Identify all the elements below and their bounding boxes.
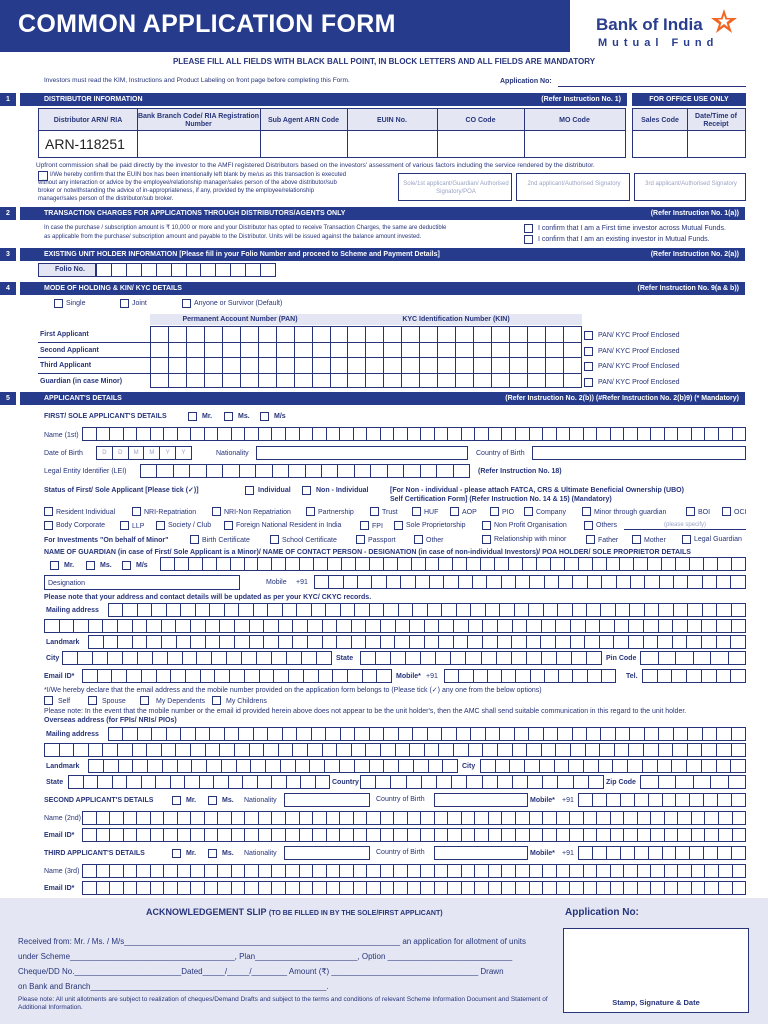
minor-passport: Passport (368, 537, 396, 544)
proof-third-label: PAN/ KYC Proof Enclosed (598, 363, 680, 370)
second-mobile-label: Mobile* (530, 797, 555, 804)
minor-passport-checkbox[interactable] (356, 535, 365, 544)
euin-declaration-3: broker or notwithstanding the advice of in-appropriateness, if any, provided by the employee/relationship (38, 188, 315, 194)
guardian-name-input[interactable] (160, 557, 746, 571)
euin-declaration-2: without any interaction or advice by the employee/relationship manager/sales person of the above distributor/sub (38, 180, 337, 186)
application-no-label: Application No: (500, 78, 552, 85)
mobile-prefix-2: +91 (426, 673, 438, 680)
email3-input[interactable] (82, 881, 746, 895)
status-oci: OCI (734, 509, 747, 516)
minor-school-checkbox[interactable] (270, 535, 279, 544)
existing-investor-label: I confirm that I am an existing investor in Mutual Funds. (538, 236, 710, 243)
g-title-mr-checkbox[interactable] (50, 561, 59, 570)
proof-guardian-label: PAN/ KYC Proof Enclosed (598, 379, 680, 386)
tel-input[interactable] (642, 669, 746, 683)
minor-birth: Birth Certificate (202, 537, 250, 544)
overseas-line-1[interactable] (108, 727, 746, 741)
section-number: 1 (0, 93, 16, 106)
third-nationality-label: Nationality (244, 850, 277, 857)
proof-second-label: PAN/ KYC Proof Enclosed (598, 348, 680, 355)
first-time-investor-checkbox[interactable] (524, 224, 533, 233)
email-label: Email ID* (44, 673, 75, 680)
arn-value[interactable]: ARN-118251 (45, 136, 125, 152)
g-title-ms2-checkbox[interactable] (122, 561, 131, 570)
second-mr-checkbox[interactable] (172, 796, 181, 805)
charges-text-1: In case the purchase / subscription amount is ₹ 10,000 or more and your Distributor has opted to receive Transaction Charges, the same are deductible (44, 225, 447, 231)
second-mr: Mr. (186, 797, 197, 804)
rel-mother: Mother (644, 537, 666, 544)
decl-childrens: My Childrens (226, 698, 267, 705)
overseas-state-label: State (46, 779, 64, 786)
third-mobile-prefix: +91 (562, 850, 574, 857)
folio-label: Folio No. (38, 263, 96, 277)
mobile-prefix: +91 (296, 579, 308, 586)
status-nri-rep: NRI-Repatriation (144, 509, 197, 516)
status-sole-prop: Sole Proprietorship (406, 522, 466, 529)
signature-box-1[interactable] (398, 173, 512, 201)
status-nri-nonrep-checkbox[interactable] (212, 507, 221, 516)
title-ms2-label: M/s (274, 413, 286, 420)
status-aop: AOP (462, 509, 477, 516)
rel-father: Father (598, 537, 619, 544)
section-number: 3 (0, 248, 16, 261)
ack-line-4[interactable]: on Bank and Branch_____________________________________________________. (18, 982, 329, 991)
landmark-label: Landmark (46, 639, 80, 646)
g-title-ms2: M/s (136, 562, 148, 569)
proof-third-checkbox[interactable] (584, 362, 593, 371)
fatca-note-1: [For Non - individual - please attach FATCA, CRS & Ultimate Beneficial Ownership (UBO) (390, 487, 684, 494)
third-ms-checkbox[interactable] (208, 849, 217, 858)
mailing-line-1[interactable] (108, 603, 746, 617)
overseas-country-input[interactable] (360, 775, 604, 789)
mobile-input[interactable] (444, 669, 616, 683)
title-mr-checkbox[interactable] (188, 412, 197, 421)
section-ref: (Refer Instruction No. 1) (541, 96, 621, 103)
third-mobile-label: Mobile* (530, 850, 555, 857)
status-fpi-checkbox[interactable] (360, 521, 369, 530)
email-declaration: *I/We hereby declare that the email address and the mobile number provided on the application form belongs to (Please tick (✓) any one from the below options) (44, 687, 542, 694)
folio-input[interactable] (96, 263, 276, 277)
second-mobile-prefix: +91 (562, 797, 574, 804)
status-minor: Minor through guardian (594, 509, 667, 516)
euin-declaration-4: manager/sales person of the distributor/sub broker. (38, 196, 174, 202)
mode-single-label: Single (66, 300, 86, 307)
name3-input[interactable] (82, 864, 746, 878)
g-title-ms: Ms. (100, 562, 112, 569)
section-ref: (Refer Instruction No. 2(a)) (650, 251, 739, 258)
status-fpi: FPI (372, 523, 383, 530)
first-time-investor-label: I confirm that I am a First time investor across Mutual Funds. (538, 225, 726, 232)
office-use-bar: FOR OFFICE USE ONLY (632, 93, 746, 106)
status-society: Society / Club (168, 522, 212, 529)
name3-label: Name (3rd) (44, 868, 80, 875)
bank-subtitle: Mutual Fund (598, 37, 719, 49)
overseas-landmark-label: Landmark (46, 763, 80, 770)
others-specify-input[interactable]: (please specify) (624, 522, 746, 530)
state-label: State (336, 655, 354, 662)
email2-label: Email ID* (44, 832, 75, 839)
proof-first-label: PAN/ KYC Proof Enclosed (598, 332, 680, 339)
decl-self: Self (58, 698, 71, 705)
status-pio: PIO (502, 509, 515, 516)
overseas-line-2[interactable] (44, 743, 746, 757)
mobile-label: Mobile (266, 579, 287, 586)
designation-label: Designation (48, 580, 85, 587)
city-input[interactable] (62, 651, 332, 665)
mobile-star-label: Mobile* (396, 673, 421, 680)
state-input[interactable] (360, 651, 602, 665)
dob-m2: M (144, 447, 160, 459)
decl-dependents-checkbox[interactable] (140, 696, 149, 705)
section-title: APPLICANT'S DETAILS (44, 395, 122, 402)
dob-label: Date of Birth (44, 450, 83, 457)
third-country-birth-label: Country of Birth (376, 849, 425, 856)
decl-dependents: My Dependents (156, 698, 206, 705)
status-foreign-checkbox[interactable] (224, 521, 233, 530)
status-others: Others (596, 522, 618, 529)
status-foreign: Foreign National Resident in India (236, 522, 342, 529)
decl-spouse: Spouse (102, 698, 126, 705)
city-label: City (46, 655, 60, 662)
col-co-code: CO Code (465, 117, 496, 124)
second-applicant-heading: SECOND APPLICANT'S DETAILS (44, 797, 154, 804)
overseas-landmark-input[interactable] (88, 759, 458, 773)
individual-label: Individual (258, 487, 291, 494)
section-title: MODE OF HOLDING & KIN/ KYC DETAILS (44, 285, 182, 292)
decl-spouse-checkbox[interactable] (88, 696, 97, 705)
status-boi: BOI (698, 509, 711, 516)
status-label: Status of First/ Sole Applicant [Please tick (✓)] (44, 487, 199, 494)
second-country-birth-input[interactable] (434, 793, 528, 807)
status-minor-checkbox[interactable] (582, 507, 591, 516)
ack-line-3[interactable]: Cheque/DD No.________________________Dated_____/_____/________ Amount (₹) _________________________________ Drawn (18, 967, 504, 976)
minor-other-checkbox[interactable] (414, 535, 423, 544)
minor-label: For Investments "On behalf of Minor" (44, 537, 169, 544)
col-mo-code: MO Code (559, 117, 590, 124)
name1-input[interactable] (82, 427, 746, 441)
col-sales-code: Sales Code (641, 117, 679, 124)
address-note: Please note that your address and contact details will be updated as per your KYC/ CKYC records. (44, 594, 372, 601)
ack-line-2[interactable]: under Scheme_____________________________________, Plan_______________________, Option ____________________________ (18, 952, 513, 961)
decl-self-checkbox[interactable] (44, 696, 53, 705)
status-society-checkbox[interactable] (156, 521, 165, 530)
second-ms-checkbox[interactable] (208, 796, 217, 805)
stamp-label: Stamp, Signature & Date (612, 997, 700, 1007)
dob-y2: Y (176, 447, 192, 459)
section-title: EXISTING UNIT HOLDER INFORMATION [Please fill in your Folio Number and proceed to Scheme and Payment Details] (44, 251, 440, 258)
overseas-mailing-label: Mailing address (46, 731, 99, 738)
bank-logo (590, 6, 760, 52)
row-second-applicant: Second Applicant (40, 347, 99, 354)
existing-investor-checkbox[interactable] (524, 235, 533, 244)
status-resident: Resident Individual (56, 509, 116, 516)
second-nationality-label: Nationality (244, 797, 277, 804)
section-4-bar (6, 282, 745, 295)
dob-input[interactable] (96, 446, 192, 460)
row-first-applicant: First Applicant (40, 331, 89, 338)
stamp-box[interactable] (563, 928, 749, 1013)
section-3-bar (6, 248, 745, 261)
col-sub-agent-arn: Sub Agent ARN Code (267, 117, 340, 124)
section-5-bar (6, 392, 745, 405)
row-third-applicant: Third Applicant (40, 362, 92, 369)
mandatory-instruction: PLEASE FILL ALL FIELDS WITH BLACK BALL POINT, IN BLOCK LETTERS AND ALL FIELDS ARE MANDATORY (172, 57, 596, 66)
g-title-ms-checkbox[interactable] (86, 561, 95, 570)
decl-childrens-checkbox[interactable] (212, 696, 221, 705)
ack-title (146, 908, 443, 917)
upfront-note: Upfront commission shall be paid directly by the investor to the AMFI registered Distributors based on the investors' assessment of various factors including the service rendered by the distributor. (36, 162, 595, 169)
nationality-label: Nationality (216, 450, 249, 457)
proof-guardian-checkbox[interactable] (584, 378, 593, 387)
pin-label: Pin Code (606, 655, 637, 662)
email2-input[interactable] (82, 828, 746, 842)
investor-note: Investors must read the KIM, Instructions and Product Labeling on front page before completing this Form. (44, 77, 350, 84)
guardian-mobile-input[interactable] (314, 575, 746, 589)
status-company: Company (536, 509, 566, 516)
designation-input[interactable] (44, 575, 240, 590)
form-title: COMMON APPLICATION FORM (18, 10, 396, 38)
zip-input[interactable] (640, 775, 746, 789)
minor-school: School Certificate (282, 537, 337, 544)
email3-label: Email ID* (44, 885, 75, 892)
status-body-corp-checkbox[interactable] (44, 521, 53, 530)
guardian-heading: NAME OF GUARDIAN (in case of First/ Sole Applicant is a Minor)/ NAME OF CONTACT PERSON - DESIGNATION (in case of non-individual Investors)/ POA HOLDER/ SOLE PROPRIETOR DETAILS (44, 549, 691, 556)
ack-app-no-label: Application No: (565, 907, 639, 918)
sig-label-3: 3rd applicant/Authorised Signatory (645, 181, 737, 187)
section-2-bar (6, 207, 745, 220)
mode-anyone-label: Anyone or Survivor (Default) (194, 300, 283, 307)
g-title-mr: Mr. (64, 562, 75, 569)
third-country-birth-input[interactable] (434, 846, 528, 860)
dob-m1: M (129, 447, 145, 459)
charges-text-2: as applicable from the purchase/ subscription amount and payable to the Distributor. Units will be issued against the balance amount invested. (44, 234, 422, 240)
dob-d2: D (113, 447, 129, 459)
title-ms2-checkbox[interactable] (260, 412, 269, 421)
section-number: 2 (0, 207, 16, 220)
col-distributor-arn: Distributor ARN/ RIA (53, 117, 123, 124)
lei-label: Legal Entity Identifier (LEI) (44, 468, 127, 475)
first-applicant-heading: FIRST/ SOLE APPLICANT'S DETAILS (44, 413, 167, 420)
section-ref: (Refer Instruction No. 1(a)) (650, 210, 739, 217)
second-nationality-input[interactable] (284, 793, 370, 807)
third-mr-checkbox[interactable] (172, 849, 181, 858)
mode-joint-label: Joint (132, 300, 147, 307)
fatca-note-2: Self Certification Form] (Refer Instruction No. 14 & 15) (Mandatory) (390, 496, 612, 503)
lei-input[interactable] (140, 464, 470, 478)
euin-declaration-1: I/We hereby confirm that the EUIN box has been intentionally left blank by me/us as this transaction is executed (50, 172, 347, 178)
overseas-state-input[interactable] (68, 775, 330, 789)
rel-mother-checkbox[interactable] (632, 535, 641, 544)
kin-heading: KYC Identification Number (KIN) (330, 314, 582, 325)
rel-legal-checkbox[interactable] (682, 535, 691, 544)
country-birth-label: Country of Birth (476, 450, 525, 457)
amc-note: Please note: In the event that the mobile number or the email id provided herein above does not appear to be the unit holder's, then the AMC shall send suitable communication in this regard to the unit holder. (44, 708, 687, 715)
dob-y1: Y (160, 447, 176, 459)
section-number: 5 (0, 392, 16, 405)
section-1-bar (6, 93, 627, 106)
star-logo-icon (710, 8, 738, 34)
section-title: TRANSACTION CHARGES FOR APPLICATIONS THROUGH DISTRIBUTORS/AGENTS ONLY (44, 210, 346, 217)
status-nri-nonrep: NRI-Non Repatriation (224, 509, 291, 516)
office-table (632, 108, 746, 158)
sig-label-1: Sole/1st applicant/Guardian/ Authorised Signatory/POA (403, 181, 509, 195)
status-company-checkbox[interactable] (524, 507, 533, 516)
rel-legal: Legal Guardian (694, 536, 742, 543)
rel-father-checkbox[interactable] (586, 535, 595, 544)
third-applicant-heading: THIRD APPLICANT'S DETAILS (44, 850, 145, 857)
minor-other: Other (426, 537, 444, 544)
email-input[interactable] (82, 669, 392, 683)
status-llp-checkbox[interactable] (120, 521, 129, 530)
status-trust-checkbox[interactable] (370, 507, 379, 516)
title-mr-label: Mr. (202, 413, 213, 420)
third-mobile-input[interactable] (578, 846, 746, 860)
title-ms-checkbox[interactable] (224, 412, 233, 421)
lei-ref: (Refer Instruction No. 18) (478, 468, 562, 475)
mode-joint-checkbox[interactable] (120, 299, 129, 308)
country-birth-input[interactable] (532, 446, 746, 460)
non-individual-label: Non - Individual (316, 487, 369, 494)
title-ms-label: Ms. (238, 413, 250, 420)
non-individual-checkbox[interactable] (302, 486, 311, 495)
proof-first-checkbox[interactable] (584, 331, 593, 340)
landmark-input[interactable] (88, 635, 746, 649)
relationship-checkbox[interactable] (482, 535, 491, 544)
distributor-table (38, 108, 626, 158)
name2-input[interactable] (82, 811, 746, 825)
ack-title-sub: (TO BE FILLED IN BY THE SOLE/FIRST APPLICANT) (268, 910, 443, 917)
status-sole-prop-checkbox[interactable] (394, 521, 403, 530)
second-mobile-input[interactable] (578, 793, 746, 807)
third-mr: Mr. (186, 850, 197, 857)
individual-checkbox[interactable] (245, 486, 254, 495)
second-ms: Ms. (222, 797, 234, 804)
signature-box-2[interactable] (516, 173, 630, 201)
mailing-line-2[interactable] (44, 619, 746, 633)
overseas-label: Overseas address (for FPIs/ NRIs/ PIOs) (44, 717, 177, 724)
overseas-country-label: Country (332, 779, 359, 786)
third-nationality-input[interactable] (284, 846, 370, 860)
proof-second-checkbox[interactable] (584, 347, 593, 356)
col-euin: EUIN No. (377, 117, 407, 124)
status-oci-checkbox[interactable] (722, 507, 731, 516)
pin-input[interactable] (640, 651, 746, 665)
status-resident-checkbox[interactable] (44, 507, 53, 516)
zip-label: Zip Code (606, 779, 636, 786)
status-huf: HUF (424, 509, 439, 516)
row-guardian: Guardian (in case Minor) (40, 378, 123, 385)
mailing-label: Mailing address (46, 607, 99, 614)
form-header-banner (0, 0, 570, 52)
name2-label: Name (2nd) (44, 815, 81, 822)
third-ms: Ms. (222, 850, 234, 857)
second-country-birth-label: Country of Birth (376, 796, 425, 803)
status-npo: Non Profit Organisation (494, 522, 567, 529)
status-huf-checkbox[interactable] (412, 507, 421, 516)
ack-line-1[interactable]: Received from: Mr. / Ms. / M/s______________________________________________________________ an application for allotment of units (18, 937, 526, 946)
relationship-label: Relationship with minor (494, 536, 567, 543)
dob-d1: D (97, 447, 113, 459)
status-boi-checkbox[interactable] (686, 507, 695, 516)
status-aop-checkbox[interactable] (450, 507, 459, 516)
section-ref: (Refer Instruction No. 2(b)) (#Refer Instruction No. 2(b)9) (* Mandatory) (505, 395, 739, 402)
pan-heading: Permanent Account Number (PAN) (150, 314, 330, 325)
sig-label-2: 2nd applicant/Authorised Signatory (527, 181, 621, 187)
status-partnership-checkbox[interactable] (306, 507, 315, 516)
status-partnership: Partnership (318, 509, 354, 516)
status-others-checkbox[interactable] (584, 521, 593, 530)
status-trust: Trust (382, 509, 398, 516)
overseas-city-input[interactable] (480, 759, 746, 773)
signature-box-3[interactable] (634, 173, 746, 201)
status-npo-checkbox[interactable] (482, 521, 491, 530)
minor-birth-checkbox[interactable] (190, 535, 199, 544)
status-nri-rep-checkbox[interactable] (132, 507, 141, 516)
status-body-corp: Body Corporate (56, 522, 106, 529)
bank-name: Bank of India (596, 15, 703, 34)
mode-single-checkbox[interactable] (54, 299, 63, 308)
status-llp: LLP (132, 523, 145, 530)
tel-label: Tel. (626, 673, 638, 680)
mode-anyone-checkbox[interactable] (182, 299, 191, 308)
overseas-city-label: City (462, 763, 476, 770)
status-pio-checkbox[interactable] (490, 507, 499, 516)
section-ref: (Refer Instruction No. 9(a & b)) (637, 285, 739, 292)
ack-note: Please note: All unit allotments are subject to realization of cheques/Demand Drafts and subject to the terms and conditions of relevant Scheme Information Document and Statement of Additional Information. (18, 996, 548, 1011)
section-number: 4 (0, 282, 16, 295)
col-date-time: Date/Time of Receipt (695, 113, 737, 128)
nationality-input[interactable] (256, 446, 468, 460)
name1-label: Name (1st) (44, 432, 79, 439)
section-title: DISTRIBUTOR INFORMATION (44, 96, 143, 103)
col-bank-branch-code: Bank Branch Code/ RIA Registration Number (137, 113, 260, 128)
ack-title-text: ACKNOWLEDGEMENT SLIP (146, 907, 267, 917)
